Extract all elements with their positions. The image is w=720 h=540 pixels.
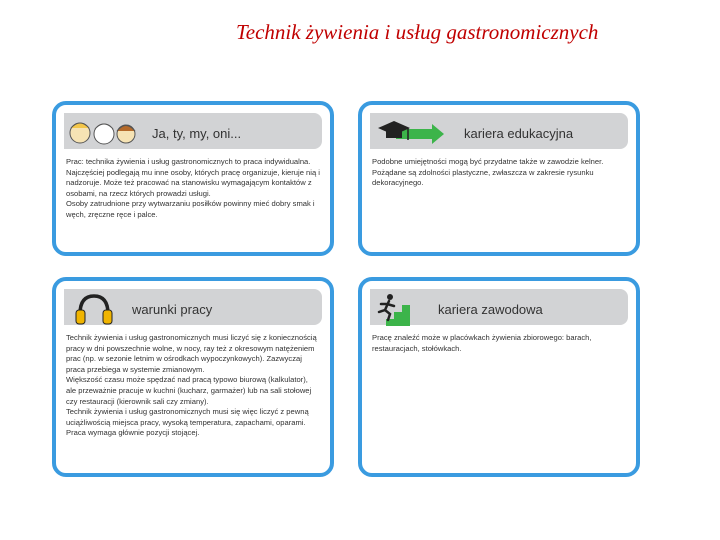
paragraph: Najczęściej podlegają mu inne osoby, których pracę organizuje, kieruje nią i nadzoruje. Może też pracować na stanowisku wymagającym kontaktów z osobami, na rzecz których prowadzi usługi. (66, 167, 320, 198)
card-career-heading: kariera zawodowa (438, 302, 543, 317)
card-who-text (66, 157, 320, 221)
page-title: Technik żywienia i usług gastronomicznych (236, 20, 599, 44)
paragraph: Technik żywienia i usług gastronomicznych musi liczyć się z koniecznością pracy w dni powszechnie wolne, w nocy, ray też z okresowym natężeniem prac (np. w sezonie letnim w ośrodkach wypoczynkowych). Zazwyczaj praca przebiega w systemie zmianowym. (66, 333, 317, 374)
paragraph: Podobne umiejętności mogą być przydatne także w zawodzie kelner. (372, 157, 604, 166)
card-education-heading: kariera edukacyjna (464, 126, 574, 141)
paragraph: Większość czasu może spędzać nad pracą typowo biurową (kalkulator), ale przeważnie pracuje w kuchni (kucharz, garmażer) lub na sali stołowej czy restauracji (kierownik sali czy zmiany). (66, 375, 312, 406)
paragraph: Prac: technika żywienia i usług gastronomicznych to praca indywidualna. (66, 157, 311, 166)
card-education (358, 101, 640, 256)
paragraph: Technik żywienia i usług gastronomicznych musi się więc liczyć z pewną uciążliwością miejsca pracy, wysoką temperatura, zapachami, oparami. Praca wymaga głównie pozycji stojącej. (66, 407, 309, 438)
paragraph: Pracę znaleźć może w placówkach żywienia zbiorowego: barach, restauracjach, stołówkach. (372, 333, 592, 353)
card-conditions (52, 277, 334, 477)
card-who (52, 101, 334, 256)
headphones-icon (74, 292, 114, 326)
card-education-text (372, 157, 626, 189)
paragraph: Osoby zatrudnione przy wytwarzaniu posiłków powinny mieć dobry smak i węch, zręczne ręce i palce. (66, 199, 315, 219)
card-who-heading: Ja, ty, my, oni... (152, 126, 242, 141)
paragraph: Pożądane są zdolności plastyczne, zwłaszcza w zakresie rysunku dekoracyjnego. (372, 167, 594, 188)
people-faces-icon (66, 116, 142, 150)
running-stairs-icon (374, 292, 416, 326)
card-conditions-heading: warunki pracy (132, 302, 213, 317)
graduation-cap-arrow-icon (374, 118, 454, 148)
card-career-text (372, 333, 626, 354)
card-career (358, 277, 640, 477)
card-conditions-text (66, 333, 320, 439)
